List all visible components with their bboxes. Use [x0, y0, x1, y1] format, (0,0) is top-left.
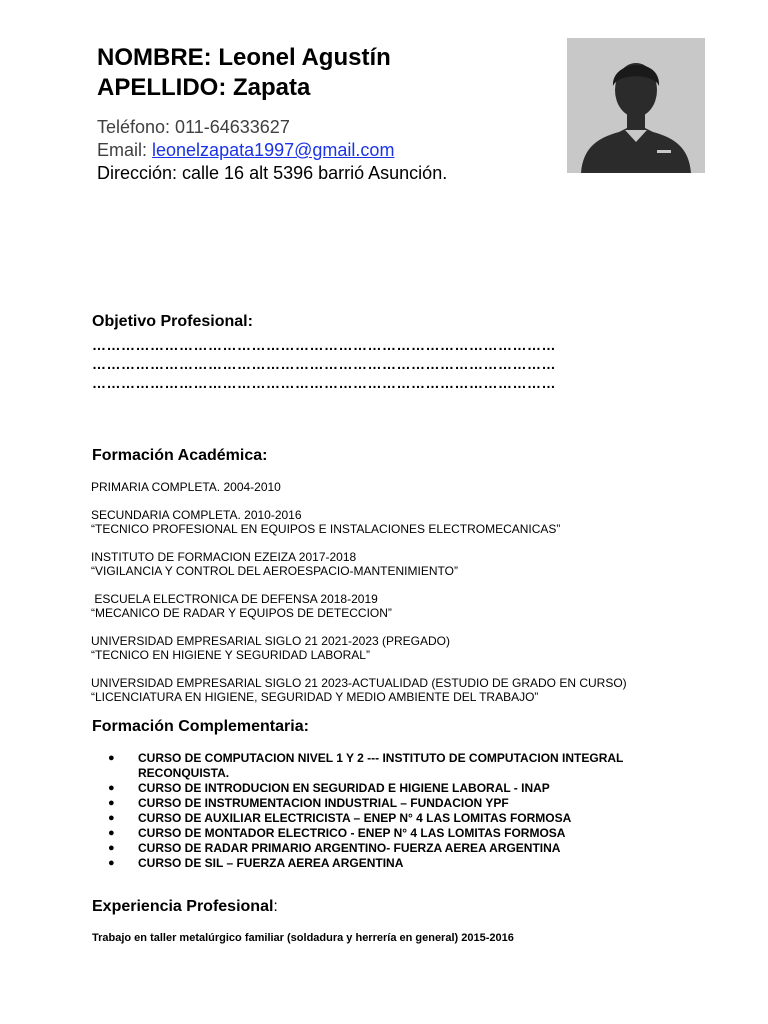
education-line: INSTITUTO DE FORMACION EZEIZA 2017-2018 [91, 550, 357, 564]
objective-dotted-lines [92, 336, 556, 393]
education-line: PRIMARIA COMPLETA. 2004-2010 [91, 480, 281, 494]
education-line: UNIVERSIDAD EMPRESARIAL SIGLO 21 2023-ACTUALIDAD (ESTUDIO DE GRADO EN CURSO) [91, 676, 627, 690]
education-title: Formación Académica: [92, 447, 268, 464]
list-item [108, 796, 688, 811]
bullet-icon: ● [108, 812, 115, 824]
education-entry [91, 480, 627, 494]
email-label: Email: [97, 140, 153, 160]
education-entry [91, 508, 627, 536]
education-entry [91, 634, 627, 662]
list-item [108, 841, 688, 856]
list-item [108, 811, 688, 826]
experience-title-text: Experiencia Profesional [92, 898, 274, 915]
list-item [108, 826, 688, 841]
course-text: CURSO DE MONTADOR ELECTRICO - ENEP N° 4 LAS LOMITAS FORMOSA [138, 826, 566, 840]
course-text: CURSO DE AUXILIAR ELECTRICISTA – ENEP N° 4 LAS LOMITAS FORMOSA [138, 811, 572, 825]
education-line: “VIGILANCIA Y CONTROL DEL AEROESPACIO-MANTENIMIENTO” [91, 564, 458, 578]
complementary-title: Formación Complementaria: [92, 718, 309, 735]
education-line: ESCUELA ELECTRONICA DE DEFENSA 2018-2019 [91, 592, 378, 606]
email-row [97, 139, 447, 162]
dotted-line: …………………………………………………………………………………… [92, 337, 556, 353]
objective-title: Objetivo Profesional: [92, 313, 253, 330]
experience-title-colon: : [273, 898, 278, 915]
education-line: UNIVERSIDAD EMPRESARIAL SIGLO 21 2021-2023 (PREGADO) [91, 634, 451, 648]
list-item [108, 856, 688, 871]
list-item [108, 751, 688, 781]
bullet-icon: ● [108, 857, 115, 869]
bullet-icon: ● [108, 752, 115, 764]
list-item [108, 781, 688, 796]
bullet-icon: ● [108, 842, 115, 854]
course-text: CURSO DE SIL – FUERZA AEREA ARGENTINA [138, 856, 404, 870]
address-text: Dirección: calle 16 alt 5396 barrió Asunción. [97, 163, 448, 183]
phone-text: Teléfono: 011-64633627 [97, 117, 290, 137]
course-text: CURSO DE INTRODUCION EN SEGURIDAD E HIGIENE LABORAL - INAP [138, 781, 550, 795]
education-entry [91, 676, 627, 704]
experience-title [92, 898, 278, 916]
name-line: NOMBRE: Leonel Agustín [97, 44, 391, 71]
education-line: “TECNICO EN HIGIENE Y SEGURIDAD LABORAL” [91, 648, 370, 662]
course-text: CURSO DE COMPUTACION NIVEL 1 Y 2 --- INSTITUTO DE COMPUTACION INTEGRAL RECONQUISTA. [138, 751, 624, 780]
education-line: SECUNDARIA COMPLETA. 2010-2016 [91, 508, 302, 522]
education-line: “MECANICO DE RADAR Y EQUIPOS DE DETECCION” [91, 606, 392, 620]
course-list [108, 751, 688, 871]
bullet-icon: ● [108, 782, 115, 794]
header [97, 43, 391, 103]
bullet-icon: ● [108, 797, 115, 809]
person-silhouette-icon [567, 38, 705, 173]
profile-photo [567, 38, 705, 173]
bullet-icon: ● [108, 827, 115, 839]
experience-text: Trabajo en taller metalúrgico familiar (soldadura y herrería en general) 2015-2016 [92, 932, 514, 944]
education-line: “LICENCIATURA EN HIGIENE, SEGURIDAD Y MEDIO AMBIENTE DEL TRABAJO” [91, 690, 539, 704]
dotted-line: …………………………………………………………………………………… [92, 356, 556, 372]
contact-block [97, 116, 447, 185]
education-line: “TECNICO PROFESIONAL EN EQUIPOS E INSTALACIONES ELECTROMECANICAS” [91, 522, 561, 536]
education-entry [91, 592, 627, 620]
surname-line: APELLIDO: Zapata [97, 74, 311, 101]
education-list [91, 480, 627, 718]
course-text: CURSO DE RADAR PRIMARIO ARGENTINO- FUERZA AEREA ARGENTINA [138, 841, 561, 855]
dotted-line: …………………………………………………………………………………… [92, 375, 556, 391]
education-entry [91, 550, 627, 578]
course-text: CURSO DE INSTRUMENTACION INDUSTRIAL – FUNDACION YPF [138, 796, 509, 810]
email-link[interactable]: leonelzapata1997@gmail.com [152, 140, 395, 160]
